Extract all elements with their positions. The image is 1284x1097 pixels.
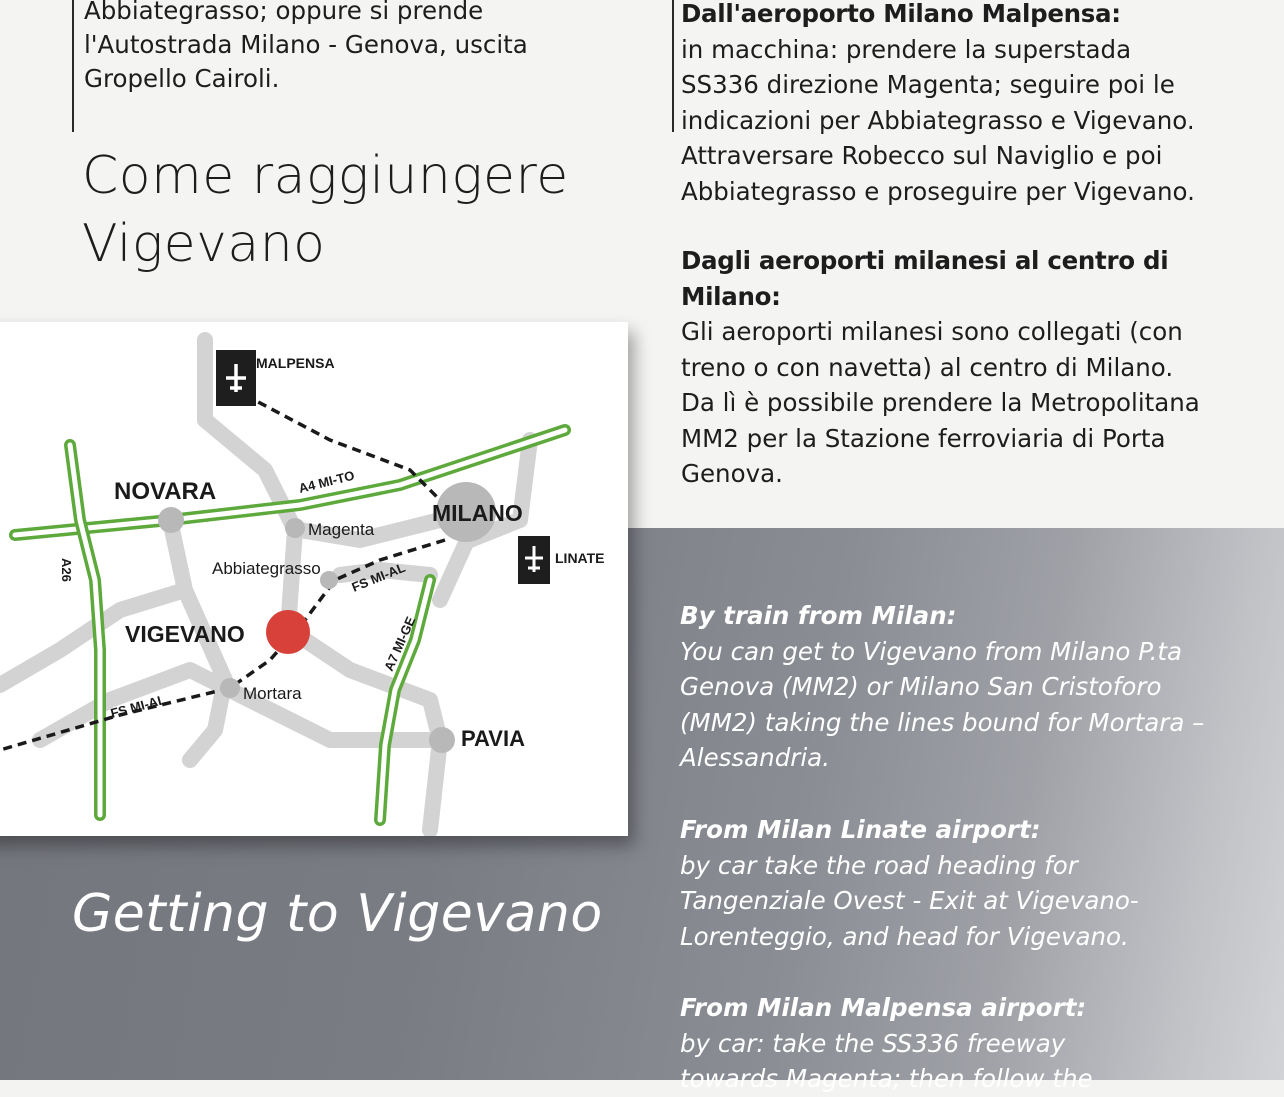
- label-novara: NOVARA: [114, 478, 217, 505]
- intro-line: l'Autostrada Milano - Genova, uscita: [84, 30, 528, 59]
- route-map: [0, 322, 628, 836]
- title-line: Vigevano: [82, 214, 326, 274]
- section-line: indicazioni per Abbiategrasso e Vigevano.: [681, 105, 1195, 135]
- section-line: Genova.: [681, 459, 783, 488]
- road-pavia-south: [430, 740, 440, 830]
- label-mortara: Mortara: [243, 684, 302, 703]
- section-line: treno o con navetta) al centro di Milano.: [681, 352, 1174, 382]
- section-line: by car: take the SS336 freeway: [680, 1028, 1066, 1058]
- section-line: SS336 direzione Magenta; seguire poi le: [681, 70, 1175, 99]
- section-line: in macchina: prendere la superstada: [681, 34, 1132, 64]
- section-line: Attraversare Robecco sul Naviglio e poi: [681, 141, 1163, 170]
- section-line: towards Magenta; then follow the: [680, 1064, 1093, 1093]
- malpensa-section-en: [680, 990, 1240, 1097]
- label-a4: A4 MI-TO: [297, 467, 356, 496]
- label-malpensa: MALPENSA: [256, 355, 335, 371]
- intro-line: Abbiategrasso; oppure si prende: [84, 0, 484, 25]
- route-map-svg: [0, 322, 628, 836]
- mortara-dot: [220, 678, 240, 698]
- right-column-rule: [672, 0, 674, 132]
- label-fs-lower: FS MI-AL: [108, 691, 168, 721]
- linate-airport-icon: [518, 536, 550, 584]
- label-fs-upper: FS MI-AL: [349, 559, 408, 595]
- linate-section-en: [680, 812, 1240, 954]
- label-vigevano: VIGEVANO: [125, 621, 245, 647]
- section-heading: Dall'aeroporto Milano Malpensa:: [681, 0, 1121, 28]
- local-roads: [0, 340, 530, 830]
- section-line: Da lì è possibile prendere la Metropolitana: [681, 388, 1200, 417]
- intro-paragraph: [84, 0, 604, 96]
- section-line: Gli aeroporti milanesi sono collegati (con: [681, 317, 1183, 346]
- train-section-en: [680, 598, 1240, 776]
- label-pavia: PAVIA: [461, 726, 525, 751]
- label-linate: LINATE: [555, 550, 605, 566]
- section-line: (MM2) taking the lines bound for Mortara –: [680, 707, 1205, 737]
- label-abbiategrasso: Abbiategrasso: [212, 559, 321, 578]
- section-line: Genova (MM2) or Milano San Cristoforo: [680, 672, 1162, 701]
- section-heading: From Milan Linate airport:: [680, 815, 1041, 844]
- section-heading: From Milan Malpensa airport:: [680, 993, 1087, 1022]
- label-magenta: Magenta: [308, 520, 375, 539]
- malpensa-section-it: [681, 0, 1261, 209]
- magenta-dot: [285, 518, 305, 538]
- page-title-english: Getting to Vigevano: [72, 884, 603, 944]
- section-heading: By train from Milan:: [680, 601, 957, 630]
- label-milano: MILANO: [432, 500, 523, 526]
- pavia-dot: [429, 727, 455, 753]
- abbiategrasso-dot: [320, 571, 338, 589]
- page-title-italian: [82, 142, 569, 278]
- section-line: Alessandria.: [680, 743, 830, 772]
- section-line: Tangenziale Ovest - Exit at Vigevano-: [680, 886, 1139, 915]
- section-line: Lorenteggio, and head for Vigevano.: [680, 921, 1129, 951]
- section-line: by car take the road heading for: [680, 850, 1078, 880]
- section-line: You can get to Vigevano from Milano P.ta: [680, 636, 1183, 666]
- label-a26: A26: [59, 558, 74, 582]
- title-line: Come raggiungere: [82, 146, 569, 206]
- vigevano-dot: [266, 610, 310, 654]
- road-milano-south: [440, 545, 465, 600]
- left-column-rule: [72, 0, 74, 132]
- novara-dot: [158, 507, 184, 533]
- centro-section-it: [681, 243, 1261, 492]
- section-line: Abbiategrasso e proseguire per Vigevano.: [681, 176, 1195, 206]
- intro-line: Gropello Cairoli.: [84, 64, 280, 93]
- label-a7: A7 MI-GE: [381, 614, 419, 674]
- section-heading: Dagli aeroporti milanesi al centro di Milano:: [681, 246, 1169, 311]
- section-line: MM2 per la Stazione ferroviaria di Porta: [681, 423, 1166, 453]
- malpensa-airport-icon: [216, 350, 256, 406]
